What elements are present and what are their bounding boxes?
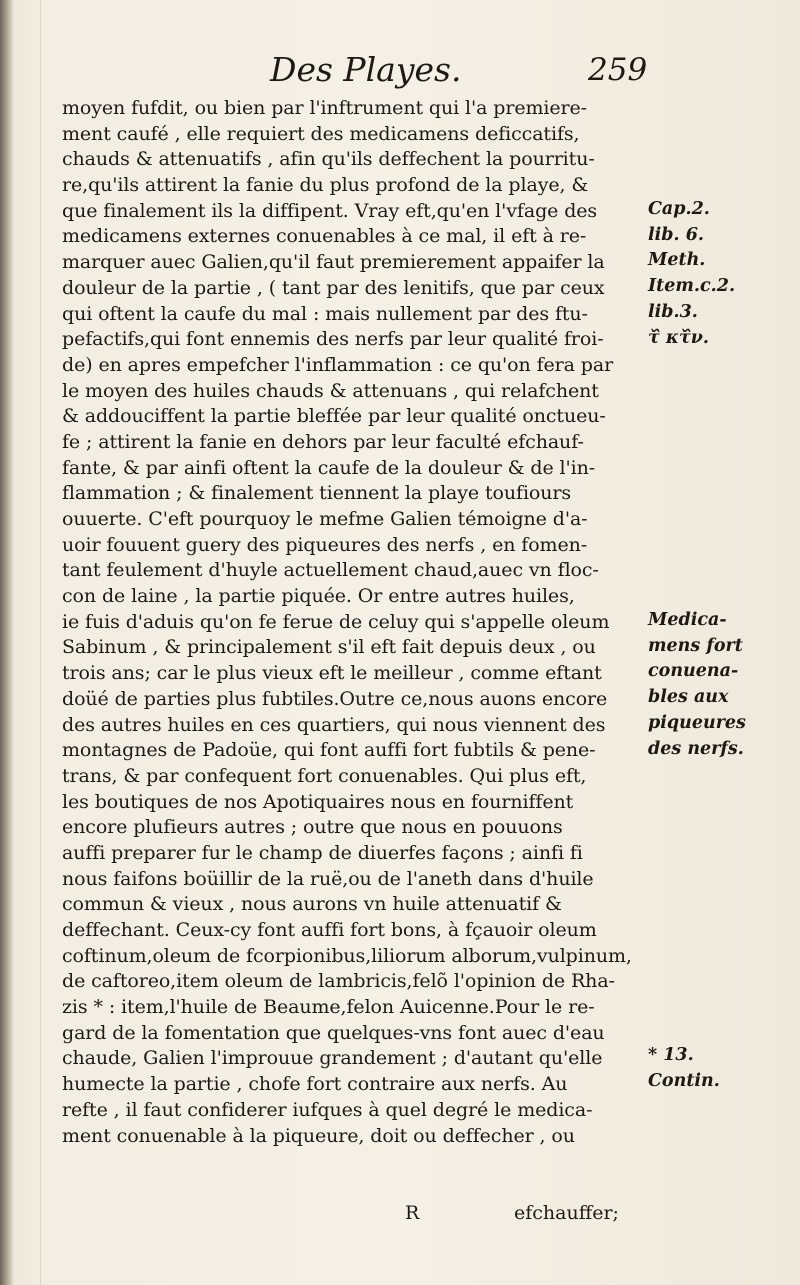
text-line: humecte la partie , chofe fort contraire aux nerfs. Au bbox=[62, 1073, 568, 1096]
margin-note-line: des nerfs. bbox=[648, 738, 744, 759]
text-line: les boutiques de nos Apotiquaires nous en fourniffent bbox=[62, 790, 574, 813]
text-line: marquer auec Galien,qu'il faut premierement appaifer la bbox=[62, 251, 605, 274]
text-line: Sabinum , & principalement s'il eft fait depuis deux , ou bbox=[62, 636, 596, 659]
text-line: commun & vieux , nous aurons vn huile attenuatif & bbox=[62, 893, 562, 916]
margin-note-line: Cap.2. bbox=[648, 199, 710, 219]
text-line: pefactifs,qui font ennemis des nerfs par leur qualité froi- bbox=[62, 328, 604, 351]
text-line: le moyen des huiles chauds & attenuans , qui relafchent bbox=[62, 379, 599, 402]
margin-note-reference-galien bbox=[648, 197, 768, 351]
text-line: medicamens externes conuenables à ce mal, il eft à re- bbox=[62, 225, 587, 248]
text-line: trans, & par confequent fort conuenables. Qui plus eft, bbox=[62, 764, 587, 787]
text-line: tant feulement d'huyle actuellement chaud,auec vn floc- bbox=[62, 559, 599, 582]
text-line: de caftoreo,item oleum de lambricis,felõ l'opinion de Rha- bbox=[62, 970, 615, 993]
text-line: ment caufé , elle requiert des medicamens deficcatifs, bbox=[62, 122, 580, 145]
text-line: des autres huiles en ces quartiers, qui nous viennent des bbox=[62, 713, 606, 736]
margin-note-line: lib.3. bbox=[648, 301, 698, 322]
text-line: fante, & par ainfi oftent la caufe de la douleur & de l'in- bbox=[62, 456, 596, 479]
catchword: efchauffer; bbox=[514, 1202, 619, 1224]
text-line: nous faifons boüillir de la ruë,ou de l'aneth dans d'huile bbox=[62, 867, 594, 890]
text-line: deffechant. Ceux-cy font auffi fort bons, à fçauoir oleum bbox=[62, 919, 597, 941]
text-line: encore plufieurs autres ; outre que nous en pouuons bbox=[62, 816, 563, 839]
margin-rule bbox=[40, 0, 41, 1285]
page-footer bbox=[0, 1198, 800, 1228]
text-line: montagnes de Padoüe, qui font auffi fort fubtils & pene- bbox=[62, 739, 596, 762]
text-line: doüé de parties plus fubtiles.Outre ce,nous auons encore bbox=[62, 687, 608, 710]
margin-note-line: Item.c.2. bbox=[648, 276, 736, 297]
margin-note-line: Contin. bbox=[648, 1070, 720, 1091]
text-line: flammation ; & finalement tiennent la playe toufiours bbox=[62, 482, 572, 505]
text-line: douleur de la partie , ( tant par des lenitifs, que par ceux bbox=[62, 276, 605, 299]
margin-note-line: piqueures bbox=[648, 712, 746, 733]
margin-note-line: * 13. bbox=[648, 1045, 694, 1065]
running-title: Des Playes. bbox=[270, 50, 462, 89]
margin-note-line: Meth. bbox=[648, 250, 706, 271]
margin-note-line: lib. 6. bbox=[648, 224, 704, 245]
text-line: & addouciffent la partie bleffée par leur qualité onctueu- bbox=[62, 405, 606, 428]
margin-note-reference-contin bbox=[648, 1043, 768, 1094]
page-spine-shadow bbox=[0, 0, 14, 1285]
text-line: chauds & attenuatifs , afin qu'ils deffechent la pourritu- bbox=[62, 148, 595, 171]
text-line: uoir fouuent guery des piqueures des nerfs , en fomen- bbox=[62, 533, 588, 556]
page-number: 259 bbox=[588, 52, 648, 88]
body-text bbox=[62, 96, 640, 1149]
text-line: zis * : item,l'huile de Beaume,felon Auicenne.Pour le re- bbox=[62, 996, 595, 1019]
text-line: ment conuenable à la piqueure, doit ou deffecher , ou bbox=[62, 1124, 575, 1147]
text-line: gard de la fomentation que quelques-vns font auec d'eau bbox=[62, 1021, 605, 1044]
signature-mark: R bbox=[405, 1202, 420, 1224]
margin-note-line: mens fort bbox=[648, 635, 743, 656]
text-line: refte , il faut confiderer iufques à quel degré le medica- bbox=[62, 1098, 593, 1121]
text-line: qui oftent la caufe du mal : mais nullement par des ftu- bbox=[62, 302, 588, 325]
margin-note-remedies bbox=[648, 608, 768, 762]
text-line: auffi preparer fur le champ de diuerfes façons ; ainfi fi bbox=[62, 841, 583, 864]
text-line: trois ans; car le plus vieux eft le meilleur , comme eftant bbox=[62, 662, 602, 685]
text-line: de) en apres empefcher l'inflammation : ce qu'on fera par bbox=[62, 353, 614, 376]
text-line: moyen fufdit, ou bien par l'inftrument qui l'a premiere- bbox=[62, 97, 587, 119]
text-line: con de laine , la partie piquée. Or entre autres huiles, bbox=[62, 585, 575, 608]
text-line: ouuerte. C'eft pourquoy le mefme Galien témoigne d'a- bbox=[62, 508, 588, 530]
text-line: fe ; attirent la fanie en dehors par leur faculté efchauf- bbox=[62, 430, 584, 453]
text-line: coftinum,oleum de fcorpionibus,liliorum alborum,vulpinum, bbox=[62, 944, 632, 967]
text-line: ie fuis d'aduis qu'on fe ferue de celuy qui s'appelle oleum bbox=[62, 610, 610, 633]
text-line: chaude, Galien l'improuue grandement ; d'autant qu'elle bbox=[62, 1047, 603, 1070]
margin-note-line: bles aux bbox=[648, 687, 729, 708]
page-header bbox=[0, 44, 800, 96]
text-line: re,qu'ils attirent la fanie du plus profond de la playe, & bbox=[62, 174, 589, 197]
margin-note-line: τ᷈ κτ᷈ν. bbox=[648, 327, 709, 348]
margin-note-line: conuena- bbox=[648, 661, 739, 682]
text-line: que finalement ils la diffipent. Vray eft,qu'en l'vfage des bbox=[62, 199, 598, 222]
margin-note-line: Medica- bbox=[648, 610, 727, 630]
